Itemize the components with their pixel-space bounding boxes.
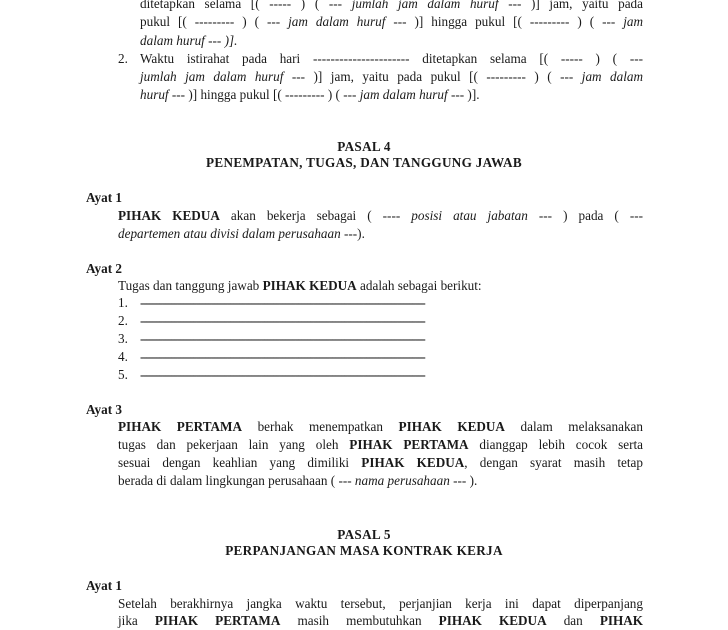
pasal3-item-2-line-3: huruf --- )] hingga pukul [( --------- ) ( --- jam dalam huruf --- )]. xyxy=(140,87,480,102)
pasal3-item-2-line-2: jumlah jam dalam huruf --- )] jam, yaitu pada pukul [( --------- ) ( --- jam dalam xyxy=(140,69,644,84)
pasal4-ayat2-intro: Tugas dan tanggung jawab PIHAK KEDUA adalah sebagai berikut: xyxy=(118,278,482,293)
pasal4-ayat3-line-2: tugas dan pekerjaan lain yang oleh PIHAK PERTAMA dianggap lebih cocok serta xyxy=(118,437,644,452)
pasal4-ayat1-line-1: PIHAK KEDUA akan bekerja sebagai ( ---- posisi atau jabatan --- ) pada ( --- xyxy=(118,208,644,223)
pasal4-ayat3-line-3: sesuai dengan keahlian yang dimiliki PIHAK KEDUA, dengan syarat masih tetap xyxy=(118,455,643,470)
pasal4-ayat2-item-3-text: -------------------------------------------------------------------------------------------- xyxy=(140,331,425,346)
pasal3-item-2-line-1: Waktu istirahat pada hari ---------------------- ditetapkan selama [( ----- ) ( --- xyxy=(140,51,643,66)
pasal4-ayat3-label: Ayat 3 xyxy=(86,402,123,417)
pasal4-ayat2-item-1-number: 1. xyxy=(118,295,128,310)
pasal4-ayat2-item-1-text: -------------------------------------------------------------------------------------------- xyxy=(140,295,425,310)
pasal4-ayat2-label: Ayat 2 xyxy=(86,261,123,276)
pasal4-ayat2-item-3-number: 3. xyxy=(118,331,128,346)
pasal4-ayat1-line-2: departemen atau divisi dalam perusahaan ---). xyxy=(118,226,365,241)
pasal4-ayat2-item-4-number: 4. xyxy=(118,349,128,364)
pasal5-ayat1-label: Ayat 1 xyxy=(86,578,123,593)
pasal3-line-1: ditetapkan selama [( ----- ) ( --- jumlah jam dalam huruf --- )] jam, yaitu pada xyxy=(140,0,644,11)
pasal5-ayat1-line-2: jika PIHAK PERTAMA masih membutuhkan PIHAK KEDUA dan PIHAK xyxy=(118,613,644,628)
pasal5-ayat1-line-1: Setelah berakhirnya jangka waktu tersebut, perjanjian kerja ini dapat diperpanjang xyxy=(118,596,643,611)
pasal3-item-2-number: 2. xyxy=(118,51,128,66)
pasal4-ayat3-line-4: berada di dalam lingkungan perusahaan ( --- nama perusahaan --- ). xyxy=(118,473,478,488)
pasal4-subtitle: PENEMPATAN, TUGAS, DAN TANGGUNG JAWAB xyxy=(206,155,522,170)
pasal5-title: PASAL 5 xyxy=(337,527,391,542)
pasal3-line-3: dalam huruf --- )]. xyxy=(140,33,238,48)
pasal4-ayat1-label: Ayat 1 xyxy=(86,190,123,205)
pasal4-title: PASAL 4 xyxy=(337,139,391,154)
pasal4-ayat2-item-2-number: 2. xyxy=(118,313,128,328)
pasal4-ayat2-item-5-number: 5. xyxy=(118,367,128,382)
pasal4-ayat2-item-2-text: -------------------------------------------------------------------------------------------- xyxy=(140,313,425,328)
pasal4-ayat2-item-5-text: -------------------------------------------------------------------------------------------- xyxy=(140,367,425,382)
pasal4-ayat3-line-1: PIHAK PERTAMA berhak menempatkan PIHAK KEDUA dalam melaksanakan xyxy=(118,419,644,434)
pasal3-line-2: pukul [( --------- ) ( --- jam dalam huruf --- )] hingga pukul [( --------- ) ( --- jam xyxy=(140,14,643,29)
pasal5-subtitle: PERPANJANGAN MASA KONTRAK KERJA xyxy=(225,543,503,558)
pasal4-ayat2-item-4-text: -------------------------------------------------------------------------------------------- xyxy=(140,349,425,364)
